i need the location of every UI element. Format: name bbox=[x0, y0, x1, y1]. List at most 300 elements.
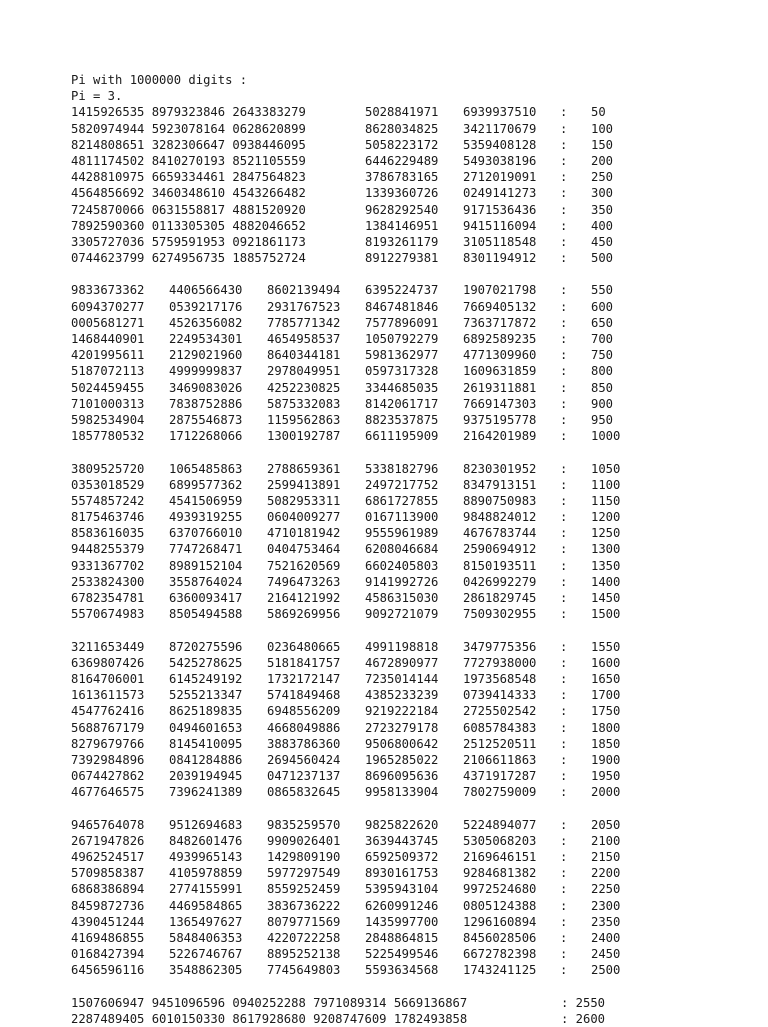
row-separator: : bbox=[560, 364, 568, 379]
digit-group: 7521620569 bbox=[267, 558, 341, 573]
digit-row bbox=[71, 493, 711, 509]
digit-row bbox=[71, 1011, 711, 1027]
digit-group: 6145249192 bbox=[169, 671, 243, 686]
digit-group: 9219222184 bbox=[365, 704, 439, 719]
digit-count: : 2600 bbox=[561, 1011, 606, 1026]
digit-group: 5082953311 bbox=[267, 493, 341, 508]
digit-block-block5 bbox=[71, 817, 711, 979]
digit-row bbox=[71, 104, 711, 120]
digit-blocks bbox=[71, 104, 711, 1027]
digit-group: 9171536436 bbox=[463, 202, 537, 217]
digit-group: 7802759009 bbox=[463, 785, 537, 800]
digit-group: 0168427394 bbox=[71, 947, 145, 962]
digit-row bbox=[71, 574, 711, 590]
digit-group: 3809525720 bbox=[71, 461, 145, 476]
digit-count: 900 bbox=[591, 396, 614, 411]
digit-count: 1450 bbox=[591, 591, 621, 605]
digit-group: 2106611863 bbox=[463, 752, 537, 767]
digit-group: 0167113900 bbox=[365, 510, 439, 525]
digit-count: 2000 bbox=[591, 785, 621, 800]
digit-group: 2694560424 bbox=[267, 752, 341, 767]
digit-row bbox=[71, 946, 711, 962]
digit-row bbox=[71, 639, 711, 655]
digit-group: 8467481846 bbox=[365, 299, 439, 314]
digit-group: 4586315030 bbox=[365, 591, 439, 605]
row-separator: : bbox=[560, 866, 568, 881]
digit-group: 6395224737 bbox=[365, 283, 439, 298]
digit-group: 9506800642 bbox=[365, 736, 439, 751]
digit-row bbox=[71, 655, 711, 671]
digit-row bbox=[71, 736, 711, 752]
digit-group: 8823537875 bbox=[365, 412, 439, 427]
digit-group: 5255213347 bbox=[169, 688, 243, 703]
digit-group: 9284681382 bbox=[463, 866, 537, 881]
digit-row bbox=[71, 849, 711, 865]
row-separator: : bbox=[560, 833, 568, 848]
digit-group: 9465764078 bbox=[71, 817, 145, 832]
digit-row bbox=[71, 169, 711, 185]
digit-group: 9141992726 bbox=[365, 574, 439, 589]
digit-row bbox=[71, 412, 711, 428]
digit-group: 4428810975 6659334461 2847564823 bbox=[71, 170, 306, 185]
digit-row bbox=[71, 930, 711, 946]
digit-row bbox=[71, 590, 711, 606]
digit-row bbox=[71, 817, 711, 833]
digit-count: 650 bbox=[591, 315, 614, 330]
digit-group: 7747268471 bbox=[169, 542, 243, 557]
digit-group: 5024459455 bbox=[71, 380, 145, 395]
digit-count: 1000 bbox=[591, 429, 621, 444]
digit-row bbox=[71, 865, 711, 881]
digit-count: 1600 bbox=[591, 655, 621, 670]
digit-group: 4390451244 bbox=[71, 914, 145, 929]
digit-group: 4668049886 bbox=[267, 720, 341, 735]
digit-group: 9909026401 bbox=[267, 833, 341, 848]
digit-group: 8347913151 bbox=[463, 477, 537, 492]
digit-group: 0494601653 bbox=[169, 720, 243, 735]
digit-group: 8602139494 bbox=[267, 283, 341, 298]
digit-row bbox=[71, 962, 711, 978]
digit-count: 2150 bbox=[591, 850, 621, 864]
digit-row bbox=[71, 898, 711, 914]
digit-group: 6602405803 bbox=[365, 558, 439, 573]
digit-group: 2512520511 bbox=[463, 736, 537, 751]
digit-count: 2250 bbox=[591, 882, 621, 897]
digit-group: 3786783165 bbox=[365, 170, 439, 185]
digit-row bbox=[71, 881, 711, 897]
row-separator: : bbox=[560, 105, 568, 120]
digit-count: 2050 bbox=[591, 817, 621, 832]
digit-group: 5425278625 bbox=[169, 655, 243, 670]
digit-count: 1700 bbox=[591, 688, 621, 703]
digit-group: 3105118548 bbox=[463, 234, 537, 249]
digit-group: 3639443745 bbox=[365, 833, 439, 848]
digit-group: 5875332083 bbox=[267, 396, 341, 411]
digit-group: 2164121992 bbox=[267, 591, 341, 605]
digit-group: 5741849468 bbox=[267, 688, 341, 703]
digit-group: 8214808651 3282306647 0938446095 bbox=[71, 137, 306, 152]
digit-group: 1339360726 bbox=[365, 186, 439, 201]
digit-group: 8625189835 bbox=[169, 704, 243, 719]
digit-group: 8912279381 bbox=[365, 251, 439, 266]
digit-group: 5181841757 bbox=[267, 655, 341, 670]
digit-group: 5820974944 5923078164 0628620899 bbox=[71, 121, 306, 136]
digit-count: 850 bbox=[591, 380, 614, 395]
digit-group: 1613611573 bbox=[71, 688, 145, 703]
digit-count: 2350 bbox=[591, 914, 621, 929]
digit-group: 2848864815 bbox=[365, 930, 439, 945]
block-spacer bbox=[71, 444, 711, 460]
digit-group: 3421170679 bbox=[463, 121, 537, 136]
digit-group: 4406566430 bbox=[169, 283, 243, 298]
digit-group: 4710181942 bbox=[267, 526, 341, 541]
digit-group: 3469083026 bbox=[169, 380, 243, 395]
digit-group: 5359408128 bbox=[463, 137, 537, 152]
digit-group: 6592509372 bbox=[365, 850, 439, 864]
digit-group: 6892589235 bbox=[463, 332, 537, 346]
digit-group: 3344685035 bbox=[365, 380, 439, 395]
digit-group: 0539217176 bbox=[169, 299, 243, 314]
row-separator: : bbox=[560, 752, 568, 767]
digit-group: 0353018529 bbox=[71, 477, 145, 492]
digit-group: 5305068203 bbox=[463, 833, 537, 848]
digit-group: 4939965143 bbox=[169, 850, 243, 864]
digit-group: 5688767179 bbox=[71, 720, 145, 735]
digit-row bbox=[71, 461, 711, 477]
digit-group: 2861829745 bbox=[463, 591, 537, 605]
digit-group: 7745649803 bbox=[267, 963, 341, 978]
digit-count: 950 bbox=[591, 412, 614, 427]
digit-group: 8989152104 bbox=[169, 558, 243, 573]
digit-group: 0841284886 bbox=[169, 752, 243, 767]
digit-group: 1435997700 bbox=[365, 914, 439, 929]
digit-group: 4169486855 bbox=[71, 930, 145, 945]
digit-group: 7785771342 bbox=[267, 315, 341, 330]
digit-row bbox=[71, 331, 711, 347]
digit-group: 7396241389 bbox=[169, 785, 243, 800]
digit-group: 2774155991 bbox=[169, 882, 243, 897]
digit-group: 8930161753 bbox=[365, 866, 439, 881]
digit-group: 8142061717 bbox=[365, 396, 439, 411]
digit-count: 1100 bbox=[591, 477, 621, 492]
row-separator: : bbox=[560, 315, 568, 330]
digit-group: 7496473263 bbox=[267, 574, 341, 589]
digit-count: 100 bbox=[591, 121, 614, 136]
digit-group: 6370766010 bbox=[169, 526, 243, 541]
row-separator: : bbox=[560, 429, 568, 444]
digit-count: 300 bbox=[591, 186, 614, 201]
digit-row bbox=[71, 525, 711, 541]
digit-count: 250 bbox=[591, 170, 614, 185]
digit-row bbox=[71, 995, 711, 1011]
digit-group: 8150193511 bbox=[463, 558, 537, 573]
digit-count: 50 bbox=[591, 105, 606, 120]
digit-count: 1400 bbox=[591, 574, 621, 589]
digit-group: 9375195778 bbox=[463, 412, 537, 427]
digit-count: 2450 bbox=[591, 947, 621, 962]
digit-count: 2300 bbox=[591, 898, 621, 913]
digit-group: 8193261179 bbox=[365, 234, 439, 249]
row-separator: : bbox=[560, 332, 568, 346]
digit-group: 4991198818 bbox=[365, 639, 439, 654]
row-separator: : bbox=[560, 153, 568, 168]
digit-group: 8079771569 bbox=[267, 914, 341, 929]
digit-group: 9833673362 bbox=[71, 283, 145, 298]
row-separator: : bbox=[560, 785, 568, 800]
digit-count: 1150 bbox=[591, 493, 621, 508]
row-separator: : bbox=[560, 930, 568, 945]
row-separator: : bbox=[560, 234, 568, 249]
digit-group: 5493038196 bbox=[463, 153, 537, 168]
digit-line: 1507606947 9451096596 0940252288 7971089314 5669136867 bbox=[71, 995, 468, 1010]
digit-group: 5593634568 bbox=[365, 963, 439, 978]
digit-group: 1429809190 bbox=[267, 850, 341, 864]
digit-group: 0744623799 6274956735 1885752724 bbox=[71, 251, 306, 266]
row-separator: : bbox=[560, 396, 568, 411]
digit-group: 2249534301 bbox=[169, 332, 243, 346]
digit-group: 5977297549 bbox=[267, 866, 341, 881]
digit-group: 5226746767 bbox=[169, 947, 243, 962]
row-separator: : bbox=[560, 963, 568, 978]
row-separator: : bbox=[560, 121, 568, 136]
digit-group: 6360093417 bbox=[169, 591, 243, 605]
digit-group: 3548862305 bbox=[169, 963, 243, 978]
digit-count: 1850 bbox=[591, 736, 621, 751]
digit-group: 2725502542 bbox=[463, 704, 537, 719]
digit-group: 7838752886 bbox=[169, 396, 243, 411]
digit-group: 8145410095 bbox=[169, 736, 243, 751]
digit-group: 8164706001 bbox=[71, 671, 145, 686]
row-separator: : bbox=[560, 477, 568, 492]
pi-prefix: Pi = 3. bbox=[71, 89, 123, 104]
digit-count: 2200 bbox=[591, 866, 621, 881]
digit-group: 2039194945 bbox=[169, 769, 243, 784]
row-separator: : bbox=[560, 218, 568, 233]
digit-row bbox=[71, 784, 711, 800]
digit-group: 1296160894 bbox=[463, 914, 537, 929]
digit-group: 0604009277 bbox=[267, 510, 341, 525]
digit-group: 6782354781 bbox=[71, 591, 145, 605]
digit-group: 1415926535 8979323846 2643383279 bbox=[71, 105, 306, 120]
digit-group: 4201995611 bbox=[71, 348, 145, 363]
digit-group: 5981362977 bbox=[365, 348, 439, 363]
digit-group: 0739414333 bbox=[463, 688, 537, 703]
digit-group: 1365497627 bbox=[169, 914, 243, 929]
digit-block-block1 bbox=[71, 104, 711, 266]
digit-group: 6208046684 bbox=[365, 542, 439, 557]
digit-group: 4547762416 bbox=[71, 704, 145, 719]
digit-row bbox=[71, 703, 711, 719]
digit-row bbox=[71, 914, 711, 930]
row-separator: : bbox=[560, 348, 568, 363]
digit-group: 0404753464 bbox=[267, 542, 341, 557]
digit-group: 2533824300 bbox=[71, 574, 145, 589]
digit-group: 7669405132 bbox=[463, 299, 537, 314]
digit-group: 4654958537 bbox=[267, 332, 341, 346]
digit-group: 0236480665 bbox=[267, 639, 341, 654]
digit-group: 6094370277 bbox=[71, 299, 145, 314]
digit-row bbox=[71, 428, 711, 444]
digit-group: 1973568548 bbox=[463, 671, 537, 686]
row-separator: : bbox=[560, 412, 568, 427]
digit-group: 9972524680 bbox=[463, 882, 537, 897]
digit-group: 9512694683 bbox=[169, 817, 243, 832]
row-separator: : bbox=[560, 769, 568, 784]
row-separator: : bbox=[560, 671, 568, 686]
row-separator: : bbox=[560, 882, 568, 897]
digit-row bbox=[71, 363, 711, 379]
row-separator: : bbox=[560, 526, 568, 541]
digit-group: 6369807426 bbox=[71, 655, 145, 670]
digit-group: 8482601476 bbox=[169, 833, 243, 848]
digit-group: 8720275596 bbox=[169, 639, 243, 654]
digit-row bbox=[71, 234, 711, 250]
digit-group: 1965285022 bbox=[365, 752, 439, 767]
digit-group: 1609631859 bbox=[463, 364, 537, 379]
digit-row bbox=[71, 558, 711, 574]
row-separator: : bbox=[560, 380, 568, 395]
digit-group: 2931767523 bbox=[267, 299, 341, 314]
digit-group: 5574857242 bbox=[71, 493, 145, 508]
digit-count: 700 bbox=[591, 332, 614, 346]
digit-group: 2169646151 bbox=[463, 850, 537, 864]
block-spacer bbox=[71, 800, 711, 816]
digit-group: 5869269956 bbox=[267, 607, 341, 622]
digit-group: 8628034825 bbox=[365, 121, 439, 136]
digit-group: 6861727855 bbox=[365, 493, 439, 508]
digit-group: 6868386894 bbox=[71, 882, 145, 897]
row-separator: : bbox=[560, 574, 568, 589]
digit-group: 6939937510 bbox=[463, 105, 537, 120]
digit-group: 9825822620 bbox=[365, 817, 439, 832]
digit-group: 6456596116 bbox=[71, 963, 145, 978]
block-spacer bbox=[71, 979, 711, 995]
digit-row bbox=[71, 768, 711, 784]
digit-group: 3211653449 bbox=[71, 639, 145, 654]
digit-group: 4564856692 3460348610 4543266482 bbox=[71, 186, 306, 201]
digit-group: 7509302955 bbox=[463, 607, 537, 622]
digit-row bbox=[71, 509, 711, 525]
digit-count: 2500 bbox=[591, 963, 621, 978]
row-separator: : bbox=[560, 817, 568, 832]
digit-group: 9092721079 bbox=[365, 607, 439, 622]
digit-row bbox=[71, 299, 711, 315]
digit-group: 0426992279 bbox=[463, 574, 537, 589]
digit-row bbox=[71, 752, 711, 768]
block-spacer bbox=[71, 622, 711, 638]
digit-group: 0249141273 bbox=[463, 186, 537, 201]
digit-group: 7577896091 bbox=[365, 315, 439, 330]
digit-group: 1300192787 bbox=[267, 429, 341, 444]
digit-group: 4939319255 bbox=[169, 510, 243, 525]
digit-group: 2712019091 bbox=[463, 170, 537, 185]
row-separator: : bbox=[560, 283, 568, 298]
digit-block-block4 bbox=[71, 639, 711, 801]
digit-group: 1907021798 bbox=[463, 283, 537, 298]
digit-count: 1900 bbox=[591, 752, 621, 767]
digit-group: 6446229489 bbox=[365, 153, 439, 168]
digit-row bbox=[71, 720, 711, 736]
digit-row bbox=[71, 347, 711, 363]
digit-group: 4526356082 bbox=[169, 315, 243, 330]
digit-count: 2100 bbox=[591, 833, 621, 848]
digit-block-block3 bbox=[71, 461, 711, 623]
row-separator: : bbox=[560, 688, 568, 703]
digit-group: 5225499546 bbox=[365, 947, 439, 962]
digit-count: 1300 bbox=[591, 542, 621, 557]
row-separator: : bbox=[560, 607, 568, 622]
digit-group: 9331367702 bbox=[71, 558, 145, 573]
block-spacer bbox=[71, 266, 711, 282]
digit-row bbox=[71, 153, 711, 169]
digit-group: 4220722258 bbox=[267, 930, 341, 945]
digit-group: 0597317328 bbox=[365, 364, 439, 379]
digit-group: 5395943104 bbox=[365, 882, 439, 897]
digit-group: 4469584865 bbox=[169, 898, 243, 913]
digit-group: 9415116094 bbox=[463, 218, 537, 233]
digit-group: 2590694912 bbox=[463, 542, 537, 557]
row-separator: : bbox=[560, 898, 568, 913]
digit-count: 800 bbox=[591, 364, 614, 379]
digit-group: 6611195909 bbox=[365, 429, 439, 444]
row-separator: : bbox=[560, 850, 568, 864]
row-separator: : bbox=[560, 914, 568, 929]
digit-line: 2287489405 6010150330 8617928680 9208747609 1782493858 bbox=[71, 1011, 468, 1026]
digit-row bbox=[71, 218, 711, 234]
digit-group: 2164201989 bbox=[463, 429, 537, 444]
digit-group: 3836736222 bbox=[267, 898, 341, 913]
digit-row bbox=[71, 202, 711, 218]
digit-row bbox=[71, 396, 711, 412]
digit-block-block2 bbox=[71, 282, 711, 444]
digit-row bbox=[71, 185, 711, 201]
digit-row bbox=[71, 137, 711, 153]
digit-group: 5338182796 bbox=[365, 461, 439, 476]
digit-group: 1384146951 bbox=[365, 218, 439, 233]
digit-group: 8640344181 bbox=[267, 348, 341, 363]
digit-group: 4105978859 bbox=[169, 866, 243, 881]
digit-group: 3479775356 bbox=[463, 639, 537, 654]
digit-count: 1650 bbox=[591, 671, 621, 686]
digit-count: 1250 bbox=[591, 526, 621, 541]
digit-group: 2599413891 bbox=[267, 477, 341, 492]
digit-group: 7245870066 0631558817 4881520920 bbox=[71, 202, 306, 217]
digit-group: 5709858387 bbox=[71, 866, 145, 881]
digit-row bbox=[71, 606, 711, 622]
digit-group: 2671947826 bbox=[71, 833, 145, 848]
digit-group: 5848406353 bbox=[169, 930, 243, 945]
digit-count: 1800 bbox=[591, 720, 621, 735]
digit-count: 400 bbox=[591, 218, 614, 233]
digit-group: 3883786360 bbox=[267, 736, 341, 751]
digit-group: 9628292540 bbox=[365, 202, 439, 217]
row-separator: : bbox=[560, 542, 568, 557]
digit-group: 4252230825 bbox=[267, 380, 341, 395]
digit-block-block6 bbox=[71, 995, 711, 1027]
digit-group: 4677646575 bbox=[71, 785, 145, 800]
row-separator: : bbox=[560, 461, 568, 476]
digit-group: 5570674983 bbox=[71, 607, 145, 622]
digit-row bbox=[71, 315, 711, 331]
digit-group: 4999999837 bbox=[169, 364, 243, 379]
digit-group: 1857780532 bbox=[71, 429, 145, 444]
digit-count: 500 bbox=[591, 251, 614, 266]
digit-group: 8505494588 bbox=[169, 607, 243, 622]
digit-group: 4541506959 bbox=[169, 493, 243, 508]
row-separator: : bbox=[560, 655, 568, 670]
digit-group: 5982534904 bbox=[71, 412, 145, 427]
digit-group: 7727938000 bbox=[463, 655, 537, 670]
